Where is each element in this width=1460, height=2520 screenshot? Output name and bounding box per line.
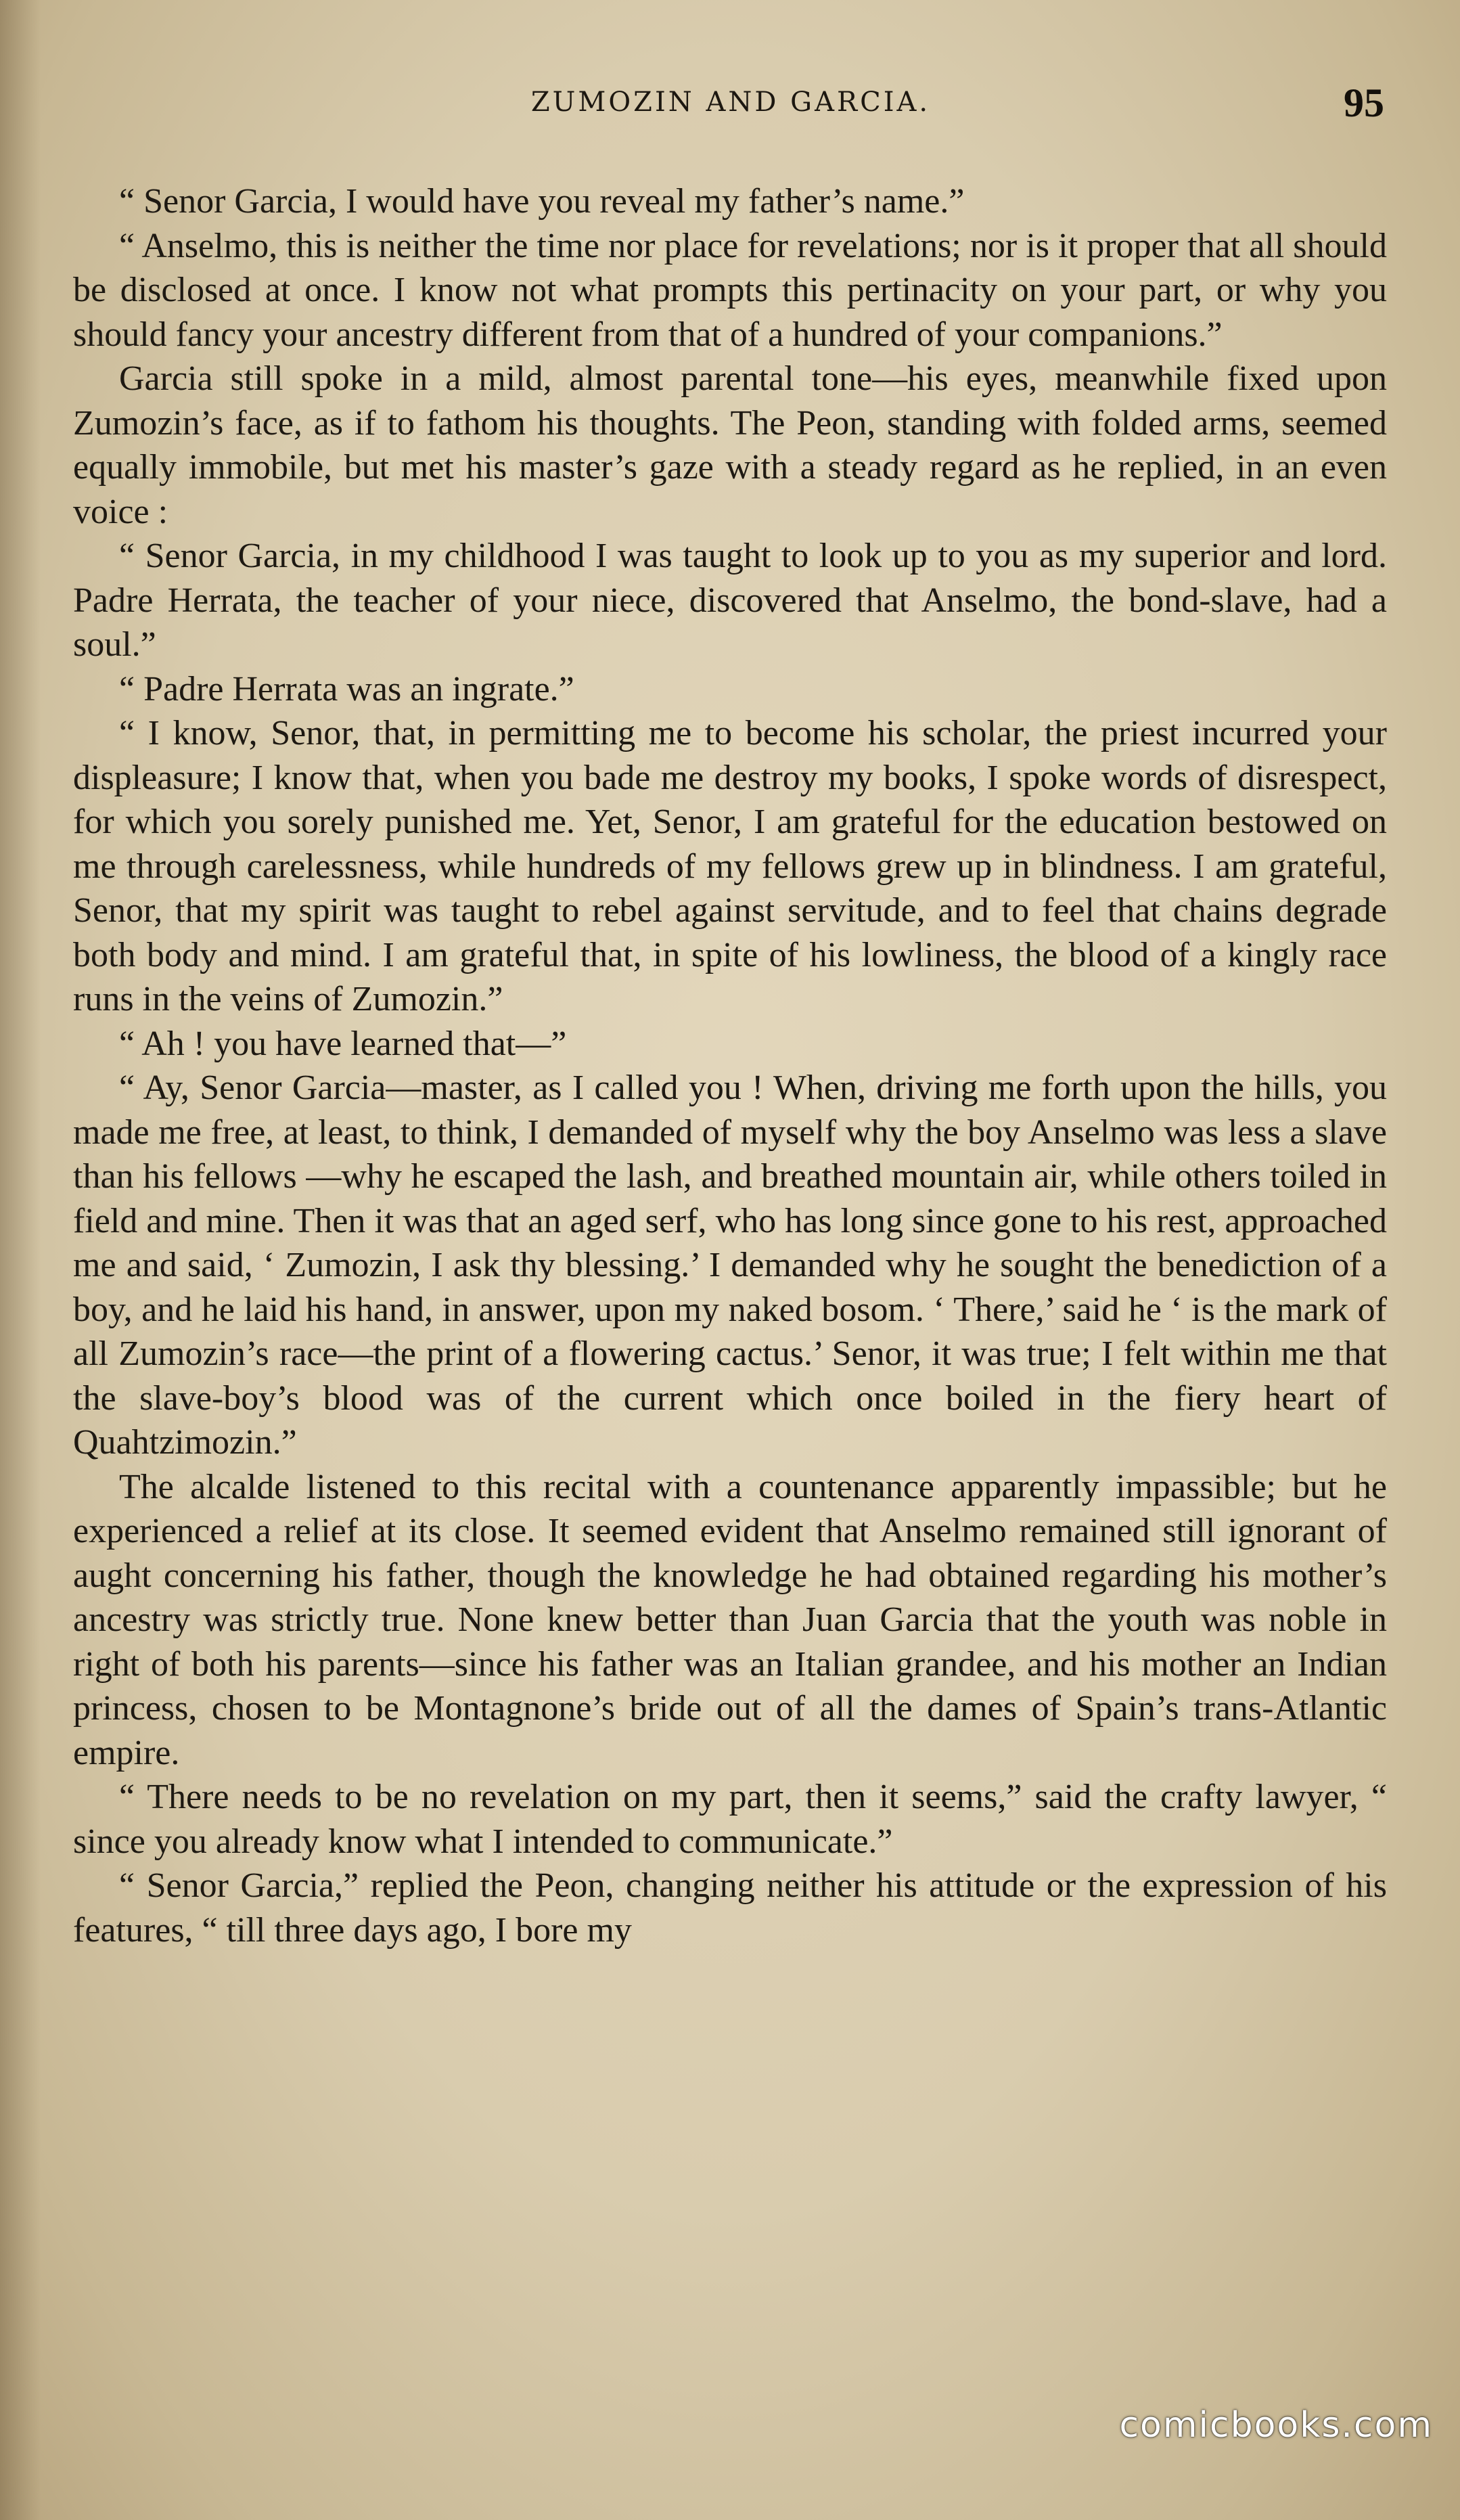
- paragraph: “ Anselmo, this is neither the time nor place for revelations; nor is it proper that all should be disclosed at once. I know not what prompts this pertinacity on your part, or why you should fancy your ancestry different from that of a hundred of your companions.”: [73, 226, 1387, 354]
- paragraph: “ Ah ! you have learned that—”: [119, 1024, 567, 1063]
- paragraph: “ Ay, Senor Garcia—master, as I called you ! When, driving me forth upon the hills, you made me free, at least, to think, I demanded of myself why the boy Anselmo was less a slave than his fellows —why he escaped the lash, and breathed mountain air, while others toiled in field and mine. Then it was that an aged serf, who has long since gone to his rest, approached me and said, ‘ Zumozin, I ask thy blessing.’ I demanded why he sought the benediction of a boy, and he laid his hand, in answer, upon my naked bosom. ‘ There,’ said he ‘ is the mark of all Zumozin’s race—the print of a flowering cactus.’ Senor, it was true; I felt within me that the slave-boy’s blood was of the current which once boiled in the fiery heart of Quahtzimozin.”: [73, 1068, 1387, 1462]
- paragraph: “ Senor Garcia, I would have you reveal my father’s name.”: [119, 182, 965, 221]
- paragraph: Garcia still spoke in a mild, almost parental tone—his eyes, meanwhile fixed upon Zumozin’s face, as if to fathom his thoughts. The Peon, standing with folded arms, seemed equally immobile, but met his master’s gaze with a steady regard as he replied, in an even voice :: [73, 359, 1387, 531]
- watermark: comicbooks.com: [1119, 2405, 1433, 2446]
- paragraph: “ I know, Senor, that, in permitting me to become his scholar, the priest incurred your displeasure; I know that, when you bade me destroy my books, I spoke words of disrespect, for which you sorely punished me. Yet, Senor, I am grateful for the education bestowed on me through carelessness, while hundreds of my fellows grew up in blindness. I am grateful, Senor, that my spirit was taught to rebel against servitude, and to feel that chains degrade both body and mind. I am grateful that, in spite of his lowliness, the blood of a kingly race runs in the veins of Zumozin.”: [73, 714, 1387, 1018]
- paragraph: “ Senor Garcia,” replied the Peon, changing neither his attitude or the expression of his features, “ till three days ago, I bore my: [73, 1866, 1387, 1950]
- spine-shadow: [0, 0, 41, 2520]
- text-body: [73, 179, 1387, 2358]
- paragraph: “ Senor Garcia, in my childhood I was taught to look up to you as my superior and lord. Padre Herrata, the teacher of your niece, discovered that Anselmo, the bond-slave, had a soul.”: [73, 537, 1387, 664]
- paragraph: The alcalde listened to this recital with a countenance apparently impassible; but he experienced a relief at its close. It seemed evident that Anselmo remained still ignorant of aught concerning his father, though the knowledge he had obtained regarding his mother’s ancestry was strictly true. None knew better than Juan Garcia that the youth was noble in right of both his parents—since his father was an Italian grandee, and his mother an Indian princess, chosen to be Montagnone’s bride out of all the dames of Spain’s trans-Atlantic empire.: [73, 1467, 1387, 1772]
- page-number: 95: [1344, 81, 1384, 125]
- running-title: ZUMOZIN AND GARCIA.: [530, 87, 931, 118]
- running-head: [0, 80, 1460, 134]
- paragraph: “ Padre Herrata was an ingrate.”: [119, 669, 574, 708]
- paragraph: “ There needs to be no revelation on my part, then it seems,” said the crafty lawyer, “ since you already know what I intended to communicate.”: [73, 1778, 1387, 1861]
